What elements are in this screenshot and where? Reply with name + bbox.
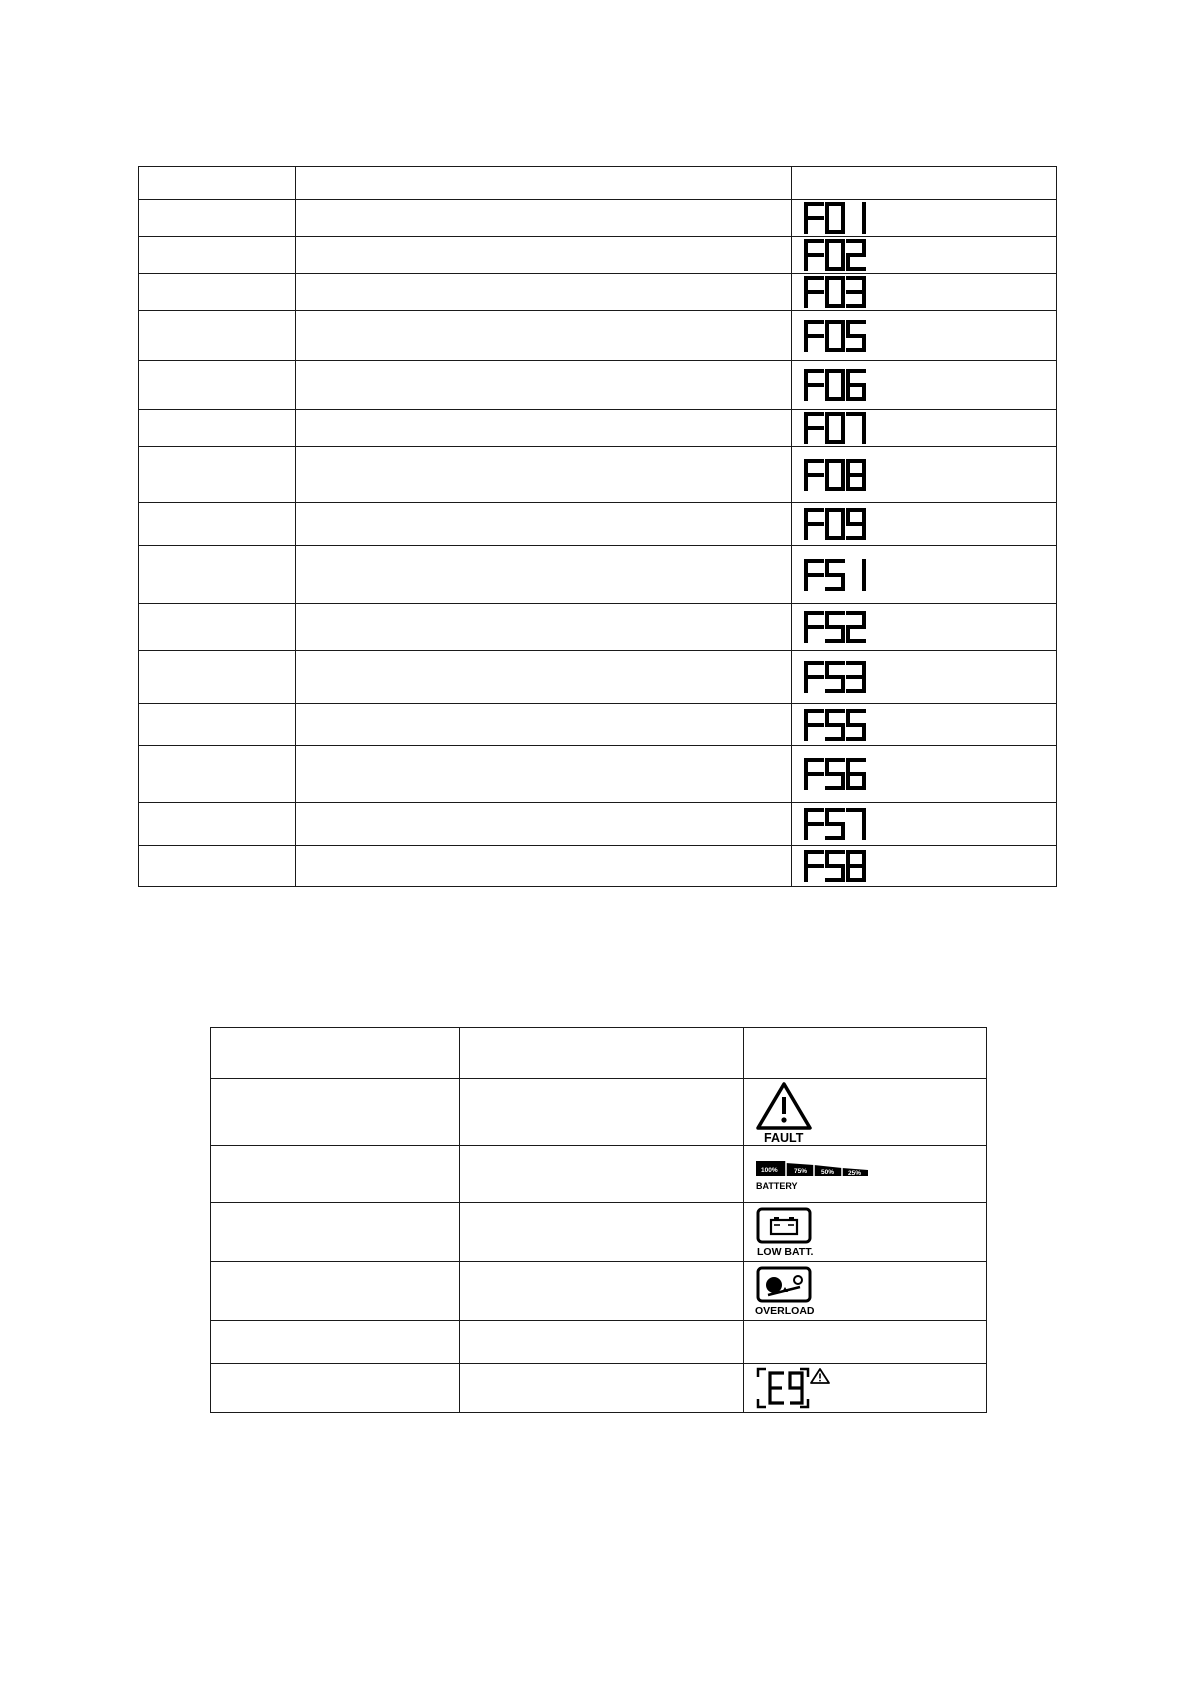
fault-row	[139, 604, 1057, 651]
overload-label: OVERLOAD	[755, 1305, 815, 1317]
fault-code-cell	[792, 311, 1057, 361]
fault-reference-table	[138, 166, 1057, 887]
battery-label: BATTERY	[756, 1181, 798, 1191]
fault-header-row	[139, 167, 1057, 200]
fault-label: FAULT	[764, 1131, 804, 1144]
fault-table-body	[139, 167, 1057, 887]
warning-row	[211, 1079, 987, 1146]
warning-header-row	[211, 1028, 987, 1079]
warning-row	[211, 1262, 987, 1321]
header-cell	[792, 167, 1057, 200]
lcd-code-display	[802, 659, 868, 695]
lcd-code-display	[802, 367, 868, 403]
warning-indicator-table	[210, 1027, 987, 1413]
lcd-code-display	[802, 457, 868, 493]
fault-icon	[754, 1080, 824, 1144]
low-battery-icon	[754, 1206, 824, 1258]
fault-row	[139, 447, 1057, 503]
fault-row	[139, 746, 1057, 803]
low-battery-label: LOW BATT.	[757, 1246, 814, 1258]
fault-row	[139, 311, 1057, 361]
warning-row	[211, 1364, 987, 1413]
fault-code-cell	[792, 200, 1057, 237]
battery-level-icon	[754, 1154, 884, 1194]
lcd-code-display	[802, 756, 868, 792]
lcd-code-display	[802, 274, 868, 310]
lcd-code-display	[802, 237, 868, 273]
fault-row	[139, 503, 1057, 546]
battery-level-75: 75%	[794, 1168, 808, 1175]
lcd-code-display	[802, 506, 868, 542]
fault-code-cell	[792, 274, 1057, 311]
fault-row	[139, 704, 1057, 746]
battery-level-25: 25%	[848, 1170, 862, 1177]
fault-code-cell	[792, 803, 1057, 846]
fault-row	[139, 200, 1057, 237]
fault-code-cell	[792, 447, 1057, 503]
fault-code-cell	[792, 651, 1057, 704]
fault-row	[139, 803, 1057, 846]
fault-row	[139, 651, 1057, 704]
fault-code-cell	[792, 503, 1057, 546]
fault-row	[139, 237, 1057, 274]
header-cell	[296, 167, 792, 200]
lcd-code-display	[802, 609, 868, 645]
fault-code-cell	[792, 410, 1057, 447]
fault-code-cell	[792, 546, 1057, 604]
lcd-code-display	[802, 707, 868, 743]
fault-row	[139, 361, 1057, 410]
warning-row	[211, 1203, 987, 1262]
lcd-code-display	[802, 848, 868, 884]
lcd-code-display	[802, 557, 868, 593]
header-cell	[744, 1028, 987, 1079]
fault-row	[139, 410, 1057, 447]
fault-code-cell	[792, 237, 1057, 274]
overload-icon	[754, 1265, 824, 1317]
fault-code-cell	[792, 846, 1057, 887]
battery-level-100: 100%	[761, 1167, 778, 1174]
fault-code-cell	[792, 704, 1057, 746]
lcd-warning-code-icon	[754, 1365, 844, 1411]
warning-row	[211, 1321, 987, 1364]
fault-row	[139, 846, 1057, 887]
warning-row	[211, 1146, 987, 1203]
fault-row	[139, 274, 1057, 311]
header-cell	[460, 1028, 744, 1079]
battery-level-50: 50%	[821, 1169, 835, 1176]
lcd-code-display	[802, 318, 868, 354]
header-cell	[139, 167, 296, 200]
fault-code-cell	[792, 604, 1057, 651]
fault-code-cell	[792, 746, 1057, 803]
warning-table-body	[211, 1028, 987, 1413]
fault-row	[139, 546, 1057, 604]
fault-code-cell	[792, 361, 1057, 410]
lcd-code-display	[802, 200, 868, 236]
lcd-code-display	[802, 410, 868, 446]
lcd-code-display	[802, 806, 868, 842]
header-cell	[211, 1028, 460, 1079]
